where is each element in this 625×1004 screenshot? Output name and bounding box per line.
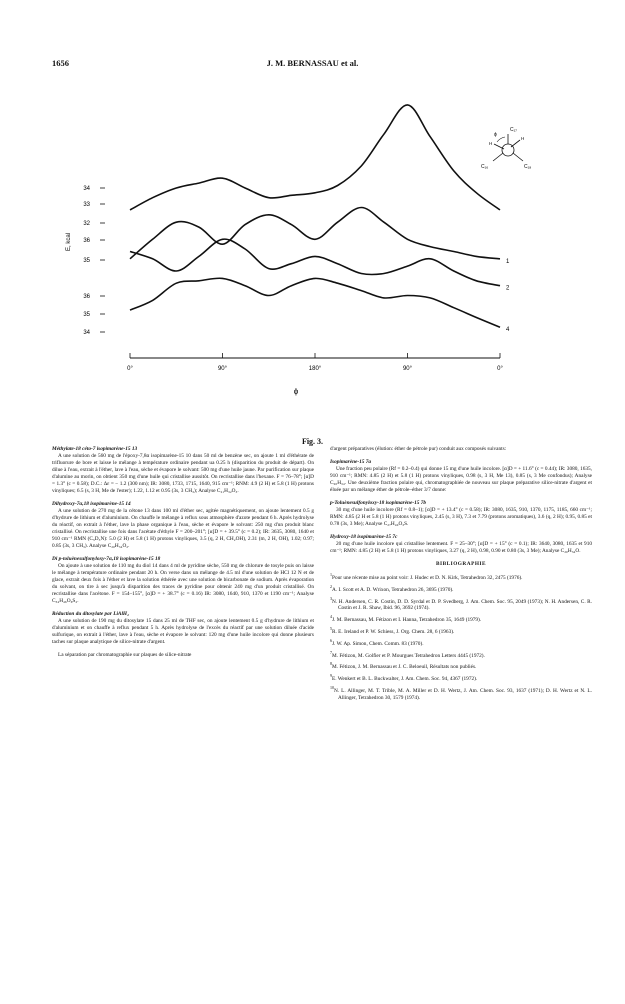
series-label: 4 — [506, 327, 510, 334]
paragraph: 20 mg d'une huile incolore qui cristallise lentement. F = 25–30°; [α]D = + 15° (c = 0.1); IR: 3640, 3080, 1635 et 910 cm⁻¹; RMN: 4.85 (2 H) et 5.8 (1 H) protons vinyliques, 3.27 (q, 2 H), 0.98, 0.90 et 0.80 (3s, 3 Me); Analyse C₂₀H₃₄O. — [330, 541, 592, 554]
newman-label-c16: C₁₆ — [481, 164, 489, 170]
x-tick-label: 0° — [497, 366, 503, 372]
section-title: Di p-toluènesulfonyloxy-7α,18 isopimarène-15 18 — [52, 556, 161, 562]
series-line — [130, 105, 500, 210]
section-title: Réduction du ditosylate par LiAlH₄ — [52, 611, 129, 617]
reference-text: Pour une récente mise au point voir: J. Hudec et D. N. Kirk, Tetrahedron 32, 2475 (1976). — [332, 574, 523, 581]
reference-text: N. L. Allinger, M. T. Trible, M. A. Miller et D. H. Wertz, J. Am. Chem. Soc. 93, 1637 (1971); D. H. Wertz et N. L. Allinger, Tetrahedron 30, 1579 (1974). — [334, 687, 592, 701]
section-title: Dihydroxy-7α,18 isopimarène-15 14 — [52, 501, 131, 507]
series-label: 2 — [506, 285, 510, 292]
reference-number: 8 — [330, 661, 332, 667]
right-column — [330, 446, 592, 703]
y-tick-label: 34 — [83, 186, 90, 192]
reference-item — [330, 649, 592, 660]
reference-number: 6 — [330, 637, 332, 643]
section-title: Hydroxy-18 isopimarène-15 7c — [330, 534, 398, 540]
paragraph: On ajoute à une solution de 110 mg du diol 14 dans 4 ml de pyridine sèche, 550 mg de chlorure de tosyle puis on laisse le mélange à température ordinaire pendant 20 h. On verse dans un mélange de 4.5 ml d'une solution de HCl 12 N et de glace, extrait deux fois à l'éther et lave la solution éthérée avec une solution de bicarbonate de sodium. Après évaporation du solvant, on tire à sec jusqu'à disparition des traces de pyridine pour obtenir 240 mg d'un produit cristallisé. On recristallise dans l'acétone. F = 154–155°, [α]D = + 38.7° (c = 0.16) IR: 3080, 1640, 910, 1370 et 1190 cm⁻¹; Analyse C₃₄H₄₆O₆S₂. — [52, 563, 314, 604]
reference-item — [330, 583, 592, 594]
reference-item — [330, 571, 592, 582]
newman-bond-h1 — [511, 140, 520, 147]
x-tick-label: 0° — [127, 366, 133, 372]
newman-bond-right — [513, 153, 523, 161]
section-title: Méthylate-18 céto-7 isopimarène-15 13 — [52, 446, 138, 452]
paragraph: A une solution de 270 mg de la cétone 13 dans 100 ml d'éther sec, agitée magnétiquement, on ajoute lentement 0.5 g d'hydrure de lithium et d'aluminium. On chauffe le mélange à reflux sous atmosphère d'azote pendant 6 h. Après hydrolyse du réactif, on extrait à l'éther, lave la phase organique à l'eau, sèche et évapore le solvant: 250 mg d'un produit blanc cristallisé. On recristallise une fois dans l'acétate d'éthyle F = 200–201°; [α]D = + 39.5° (c = 0.2); IR: 3635, 3080, 1640 et 910 cm⁻¹ RMN (C₅D₅N): 5.0 (2 H) et 5.8 (1 H) protons vinyliques, 3.5 (q, 2 H, CH₂OH), 2.31 (m, 2 H, OH), 1.02; 0.97; 0.85 (3s, 3 CH₃). Analyse C₂₀H₃₄O₂. — [52, 508, 314, 549]
newman-bond-h2 — [494, 144, 504, 149]
x-axis — [127, 353, 503, 372]
page-number: 1656 — [52, 58, 69, 68]
reference-number: 2 — [330, 583, 332, 589]
paragraph: A une solution de 190 mg du ditosylate 15 dans 25 ml de THF sec, on ajoute lentement 0.5 g d'hydrure de lithium et d'aluminium et on chauffe à reflux pendant 5 h. Après hydrolyse de l'excès du réactif par une solution diluée d'acide sulfurique, on extrait à l'éther, lave à l'eau, sèche et évapore le solvant: 120 mg d'une huile incolore qui donne plusieurs taches sur plaque analytique de silice-nitrate d'argent. — [52, 618, 314, 645]
reference-number: 5 — [330, 626, 332, 632]
paragraph: Une fraction peu polaire (Rf = 0.2–0.4) qui donne 15 mg d'une huile incolore. [α]D = + 11.6° (c = 0.44); IR: 3080, 1635, 910 cm⁻¹; RMN: 4.85 (2 H) et 5.8 (1 H) protons vinyliques, 0.98 (s, 3 H, Me 13), 0.85 (s, 3 Me confondus); Analyse C₂₀H₃₄. Une deuxième fraction polaire qui, chromatographiée de nouveau sur plaque préparative silice-nitrate d'argent et éluée par un mélange éther de pétrole–éther 3/7 donne: — [330, 466, 592, 493]
section-title: p-Toluènesulfonyloxy-18 isopimarène-15 7b — [330, 500, 427, 506]
y-tick-label: 36 — [83, 294, 90, 300]
paragraph: 30 mg d'une huile incolore (Rf = 0.8–1); [α]D = + 13.4° (c = 0.58); IR: 3080, 1635, 910, 1370, 1175, 1185, 660 cm⁻¹; RMN: 4.85 (2 H et 5.8 (1 H) protons vinyliques, 2.45 (s, 3 H), 7.3 et 7.79 (protons aromatiques), 3.6 (q, 2 H); 0.95, 0.85 et 0.78 (3s, 3 Me); Analyse C₂₇H₄₀O₃S. — [330, 507, 592, 527]
x-axis-label: ϕ — [293, 387, 299, 396]
series-line — [130, 208, 500, 259]
newman-label-h1: H — [521, 136, 525, 141]
newman-label-c18: C₁₈ — [524, 164, 532, 170]
reference-number: 10 — [330, 684, 334, 690]
y-tick-label: 33 — [83, 202, 90, 208]
running-head: J. M. BERNASSAU et al. — [266, 58, 359, 68]
reference-text: M. Fétizon, J. M. Bernassau et J. C. Beloeuil, Résultats non publiés. — [332, 664, 477, 671]
reference-text: J. M. Bernassau, M. Fétizon et I. Hanna, Tetrahedron 35, 1649 (1979). — [332, 617, 482, 624]
newman-projection-diagram — [481, 127, 531, 170]
reference-number: 1 — [330, 572, 332, 577]
paragraph: A une solution de 560 mg de l'époxy-7,8α isopimarène-15 10 dans 50 ml de benzène sec, on ajoute 1 ml d'éthérate de trifluorure de bore et laisse le mélange à température ordinaire pendant ua 0.25 h (disparition du produit de départ). On dilue à l'eau, extrait à l'éther, lave à l'eau, sèche et évapore le solvant: 500 mg d'une huile jaune. Par purification sur plaque d'alumine au morin, on obtient 350 mg d'une huile qui cristallise aussitôt. On recristallise dans l'hexane. F = 76–78°; [α]D = 1.3° (c = 0.58); D.C.: Δε = − 1.2 (300 nm); IR: 3080, 1733, 1715, 1640, 915 cm⁻¹; RNM: 4.9 (2 H) et 5.8 (1 H) protons vinyliques; 6.5 (s, 3 H, Me de l'ester); 1.22, 1.12 et 0.95 (3s, 3 CH₃); Analyse C₂₁H₃₂O₃. — [52, 453, 314, 494]
x-tick-label: 90° — [402, 366, 413, 372]
left-column — [52, 446, 314, 659]
reference-number: 3 — [330, 595, 332, 601]
reference-item — [330, 613, 592, 624]
paragraph: d'argent préparatives (élution: éther de pétrole pur) conduit aux composés suivants: — [330, 446, 507, 452]
series-line — [130, 278, 500, 327]
y-axis-label-group — [66, 233, 72, 251]
figure — [60, 80, 620, 420]
y-tick-label: 34 — [83, 330, 90, 336]
series-label: 1 — [506, 258, 510, 265]
reference-item — [330, 595, 592, 613]
y-tick-label: 36 — [83, 238, 90, 244]
reference-text: M. Fétizon, M. Golfier et P. Mourgues Tetrahedron Letters 4445 (1972). — [332, 652, 485, 659]
references-list — [330, 571, 592, 702]
reference-item — [330, 660, 592, 671]
x-tick-label: 90° — [217, 366, 228, 372]
reference-number: 4 — [330, 614, 332, 620]
reference-item — [330, 684, 592, 702]
reference-text: J. W. Ap. Simon, Chem. Comm. 83 (1970). — [332, 640, 424, 647]
reference-item — [330, 625, 592, 636]
newman-angle-arc — [497, 137, 505, 142]
reference-text: R. E. Ireland et P. W. Schiess, J. Org. Chem. 28, 6 (1963). — [332, 628, 455, 635]
newman-bond-left — [493, 153, 503, 161]
reference-item — [330, 637, 592, 648]
section-title: Isopimarène-15 7a — [330, 459, 372, 465]
series-lines — [130, 105, 510, 333]
y-tick-label: 35 — [83, 258, 90, 264]
x-tick-label: 180° — [308, 366, 322, 372]
reference-text: A. I. Scott et A. D. Wrixon, Tetrahedron 26, 3695 (1970). — [332, 586, 454, 593]
reference-text: N. H. Andersen, C. R. Costin, D. D. Syrdal et D. P. Svedberg, J. Am. Chem. Soc. 95, 2049 (1973); N. H. Andersen, C. R. Costin et J. R. Shaw, Ibid. 96, 3692 (1974). — [332, 598, 592, 612]
y-axis-ticks — [83, 186, 105, 336]
figure-caption: Fig. 3. — [301, 437, 324, 446]
reference-text: E. Wenkert et B. L. Buckwalter, J. Am. Chem. Soc. 94, 4367 (1972). — [332, 675, 478, 682]
y-tick-label: 32 — [83, 221, 90, 227]
reference-number: 9 — [330, 673, 332, 679]
energy-chart — [60, 80, 620, 420]
newman-label-c17: C₁₇ — [510, 127, 518, 133]
paragraph: La séparation par chromatographie sur plaques de silice-nitrate — [58, 652, 192, 658]
reference-item — [330, 672, 592, 683]
right-column-body — [330, 446, 592, 555]
y-axis-label: E, kcal — [66, 232, 72, 252]
newman-label-h2: H — [489, 141, 493, 146]
reference-number: 7 — [330, 649, 332, 655]
y-tick-label: 35 — [83, 312, 90, 318]
newman-label-phi: ϕ — [494, 132, 497, 138]
bibliography-title: BIBLIOGRAPHIE — [435, 561, 487, 567]
